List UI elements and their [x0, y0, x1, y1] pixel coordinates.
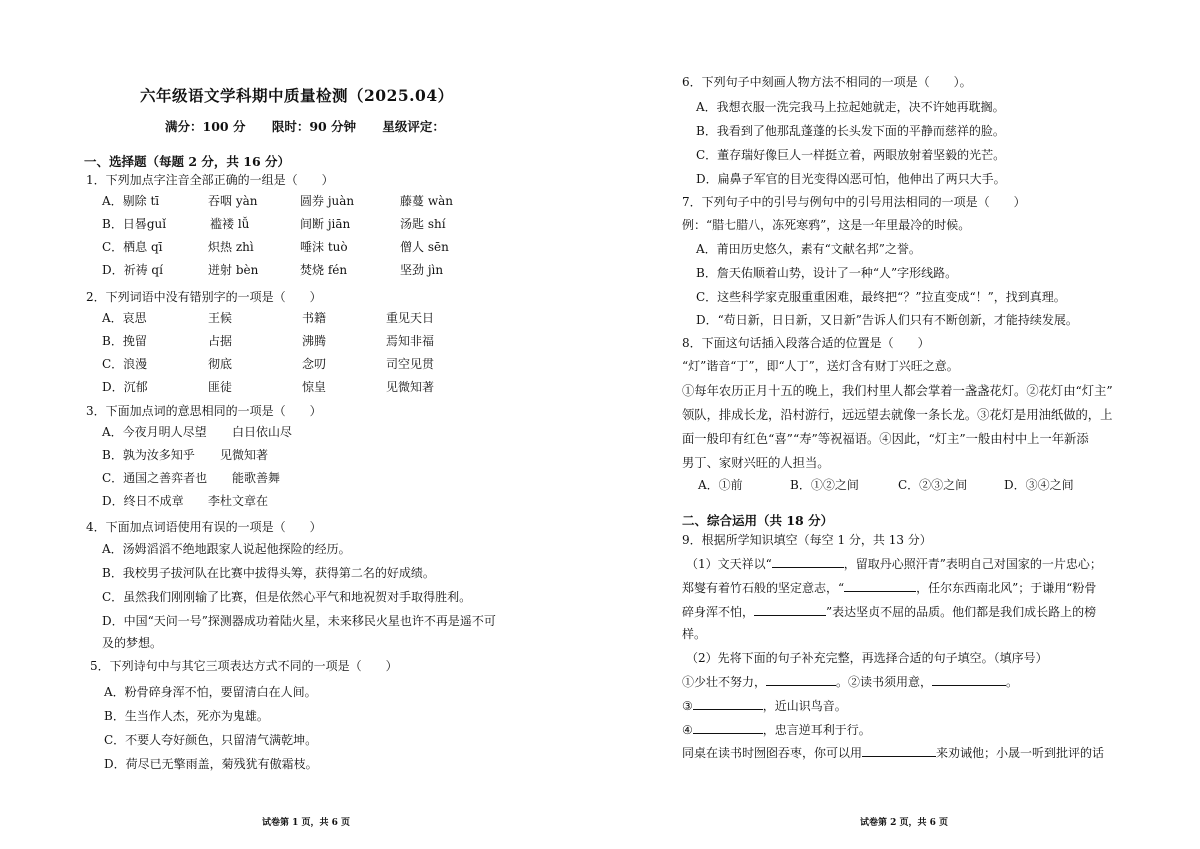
option-cell: D．终日不成章: [102, 494, 184, 508]
option-row: [102, 215, 522, 238]
option-row: [698, 476, 1118, 499]
option-cell: 司空见贯: [386, 357, 435, 371]
option-cell: 彻底: [208, 357, 233, 371]
option-cell: 王候: [208, 311, 233, 325]
passage-line: 男丁、家财兴旺的人担当。: [682, 456, 830, 470]
fill-line: [682, 744, 1104, 761]
question-8-options: [698, 476, 1118, 499]
answer-blank[interactable]: [754, 604, 826, 616]
question-2-stem: 2．下列词语中没有错别字的一项是（ ）: [86, 290, 322, 304]
option-row: [102, 332, 522, 355]
option-line: 及的梦想。: [102, 636, 163, 650]
question-5-stem: 5．下列诗句中与其它三项表达方式不同的一项是（ ）: [90, 659, 398, 673]
option-cell: 坚劲 jìn: [400, 263, 444, 277]
answer-blank[interactable]: [772, 556, 844, 568]
option-cell: 汤匙 shí: [400, 217, 446, 231]
fill-line: 样。: [682, 627, 707, 641]
option-cell: C．通国之善弈者也: [102, 471, 208, 485]
fill-line: [682, 579, 1096, 596]
option-cell: C．②③之间: [898, 478, 968, 492]
option-row: [102, 492, 522, 515]
answer-blank[interactable]: [932, 674, 1006, 686]
option-cell: 僧人 sēn: [400, 240, 449, 254]
text-segment: ，近山识鸟音。: [762, 699, 847, 713]
text-segment: ，忠言逆耳利于行。: [762, 723, 871, 737]
question-4-stem: 4．下面加点词语使用有误的一项是（ ）: [86, 520, 322, 534]
option-line: C．这些科学家克服重重困难，最终把“？”拉直变成“！”，找到真理。: [696, 290, 1066, 304]
question-7-stem: 7．下列句子中的引号与例句中的引号用法相同的一项是（ ）: [682, 195, 1026, 209]
option-cell: 焚烧 fén: [300, 263, 348, 277]
option-line: A．汤姆滔滔不绝地跟家人说起他探险的经历。: [102, 542, 351, 556]
option-line: B．我看到了他那乱蓬蓬的长头发下面的平静而慈祥的脸。: [696, 124, 1005, 138]
passage-line: 领队，排成长龙，沿村游行，远远望去就像一条长龙。③花灯是用油纸做的，上: [682, 408, 1113, 422]
option-cell: 炽热 zhì: [208, 240, 254, 254]
option-row: [102, 423, 522, 446]
section-2-heading: 二、综合运用（共 18 分）: [682, 513, 834, 528]
option-cell: 见微知著: [220, 448, 269, 462]
question-9-stem: 9．根据所学知识填空（每空 1 分，共 13 分）: [682, 533, 932, 547]
option-line: B．生当作人杰，死亦为鬼雄。: [104, 709, 269, 723]
option-row: [102, 192, 522, 215]
option-row: [102, 261, 522, 284]
example-sentence: 例：“腊七腊八，冻死寒鸦”，这是一年里最冷的时候。: [682, 218, 971, 232]
passage-line: ①每年农历正月十五的晚上，我们村里人都会掌着一盏盏花灯。②花灯由“灯主”: [682, 384, 1113, 398]
option-cell: A．剔除 tī: [102, 194, 160, 208]
answer-blank[interactable]: [693, 698, 763, 710]
option-line: A．我想衣服一洗完我马上拉起她就走，决不许她再耽搁。: [696, 100, 1005, 114]
option-cell: 焉知非福: [386, 334, 435, 348]
text-segment: 同桌在读书时囫囵吞枣，你可以用: [682, 746, 863, 760]
option-cell: 重见天日: [386, 311, 435, 325]
option-line: D．扁鼻子军官的目光变得凶恶可怕，他伸出了两只大手。: [696, 172, 1006, 186]
option-cell: 唾沫 tuò: [300, 240, 348, 254]
option-cell: A．哀思: [102, 311, 147, 325]
option-cell: B．孰为汝多知乎: [102, 448, 195, 462]
text-segment: ④: [682, 723, 693, 737]
option-cell: 能歌善舞: [232, 471, 281, 485]
option-cell: 褴褛 lǚ: [210, 217, 250, 231]
answer-blank[interactable]: [844, 580, 916, 592]
option-cell: 吞咽 yàn: [208, 194, 258, 208]
option-cell: 惊皇: [302, 380, 327, 394]
option-cell: 沸腾: [302, 334, 327, 348]
option-row: [102, 469, 522, 492]
exam-meta: [165, 117, 467, 135]
option-line: B．詹天佑顺着山势，设计了一种“人”字形线路。: [696, 266, 958, 280]
question-8-stem: 8．下面这句话插入段落合适的位置是（ ）: [682, 336, 930, 350]
text-segment: ”表达坚贞不屈的品质。他们都是我们成长路上的榜: [826, 605, 1097, 619]
section-1-heading: 一、选择题（每题 2 分，共 16 分）: [84, 154, 291, 169]
text-segment: 来劝诫他；小晟一听到批评的话: [936, 746, 1105, 760]
option-cell: D．③④之间: [1004, 478, 1074, 492]
option-cell: B．挽留: [102, 334, 147, 348]
option-cell: C．浪漫: [102, 357, 148, 371]
time-limit: 限时：90 分钟: [271, 119, 357, 134]
option-cell: 书籍: [302, 311, 327, 325]
option-cell: 迸射 bèn: [208, 263, 259, 277]
text-segment: 。②读书须用意，: [836, 675, 933, 689]
question-3-options: [102, 423, 522, 515]
fill-line: [682, 697, 847, 714]
fill-line: [686, 555, 1102, 572]
answer-blank[interactable]: [862, 745, 936, 757]
text-segment: ①少壮不努力，: [682, 675, 767, 689]
option-line: A．莆田历史悠久，素有“文献名邦”之誉。: [696, 242, 921, 256]
text-segment: （1）文天祥以“: [686, 557, 772, 571]
exam-page-2: [600, 0, 1200, 849]
option-cell: 藤蔓 wàn: [400, 194, 453, 208]
option-cell: D．祈祷 qí: [102, 263, 163, 277]
option-line: C．虽然我们刚刚输了比赛，但是依然心平气和地祝贺对手取得胜利。: [102, 590, 472, 604]
option-row: [102, 309, 522, 332]
option-cell: 匪徒: [208, 380, 233, 394]
option-cell: 间断 jiān: [300, 217, 351, 231]
option-row: [102, 378, 522, 401]
text-segment: 碎身浑不怕，: [682, 605, 755, 619]
text-segment: 。: [1006, 675, 1019, 689]
exam-title: 六年级语文学科期中质量检测（2025.04）: [140, 86, 454, 105]
question-1-stem: 1．下列加点字注音全部正确的一组是（ ）: [86, 173, 334, 187]
page-footer: 试卷第 2 页，共 6 页: [860, 818, 949, 828]
option-line: C．不要人夸好颜色，只留清气满乾坤。: [104, 733, 318, 747]
answer-blank[interactable]: [693, 722, 763, 734]
option-cell: D．沉郁: [102, 380, 148, 394]
question-6-stem: 6．下列句子中刻画人物方法不相同的一项是（ ）。: [682, 75, 972, 89]
text-segment: ③: [682, 699, 693, 713]
option-cell: B．①②之间: [790, 478, 859, 492]
option-cell: 白日依山尽: [232, 425, 293, 439]
full-score: 满分：100 分: [165, 119, 246, 134]
question-2-options: [102, 309, 522, 401]
text-segment: ，任尔东西南北风”；于谦用“粉骨: [916, 581, 1097, 595]
option-cell: 占据: [208, 334, 233, 348]
option-row: [102, 446, 522, 469]
option-cell: A．①前: [698, 478, 743, 492]
option-line: D．荷尽已无擎雨盖，菊残犹有傲霜枝。: [104, 757, 318, 771]
option-cell: B．日晷guǐ: [102, 217, 167, 231]
answer-blank[interactable]: [766, 674, 836, 686]
insert-sentence: “灯”谐音“丁”，即“人丁”，送灯含有财丁兴旺之意。: [682, 359, 959, 373]
question-3-stem: 3．下面加点词的意思相同的一项是（ ）: [86, 404, 322, 418]
option-cell: A．今夜月明人尽望: [102, 425, 207, 439]
sub-question-2: （2）先将下面的句子补充完整，再选择合适的句子填空。（填序号）: [686, 651, 1048, 665]
option-line: D．中国“天问一号”探测器成功着陆火星，未来移民火星也许不再是遥不可: [102, 614, 496, 628]
option-cell: 见微知著: [386, 380, 435, 394]
option-line: C．董存瑞好像巨人一样挺立着，两眼放射着坚毅的光芒。: [696, 148, 1006, 162]
fill-line: [682, 721, 871, 738]
passage-line: 面一般印有红色“喜”“寿”等祝福语。④因此，“灯主”一般由村中上一年新添: [682, 432, 1089, 446]
text-segment: 郑燮有着竹石般的坚定意志，“: [682, 581, 845, 595]
option-cell: 李杜文章在: [208, 494, 269, 508]
text-segment: ，留取丹心照汗青”表明自己对国家的一片忠心；: [843, 557, 1102, 571]
option-cell: 念叨: [302, 357, 327, 371]
option-line: B．我校男子拔河队在比赛中拔得头筹，获得第二名的好成绩。: [102, 566, 435, 580]
option-cell: 圆券 juàn: [300, 194, 355, 208]
option-line: A．粉骨碎身浑不怕，要留清白在人间。: [104, 685, 317, 699]
question-1-options: [102, 192, 522, 284]
fill-line: [682, 673, 1018, 690]
option-cell: C．栖息 qī: [102, 240, 163, 254]
fill-line: [682, 603, 1096, 620]
grade-rating: 星级评定：: [382, 119, 445, 134]
option-row: [102, 355, 522, 378]
page-footer: 试卷第 1 页，共 6 页: [262, 818, 351, 828]
option-line: D．“苟日新，日日新，又日新”告诉人们只有不断创新，才能持续发展。: [696, 313, 1078, 327]
option-row: [102, 238, 522, 261]
